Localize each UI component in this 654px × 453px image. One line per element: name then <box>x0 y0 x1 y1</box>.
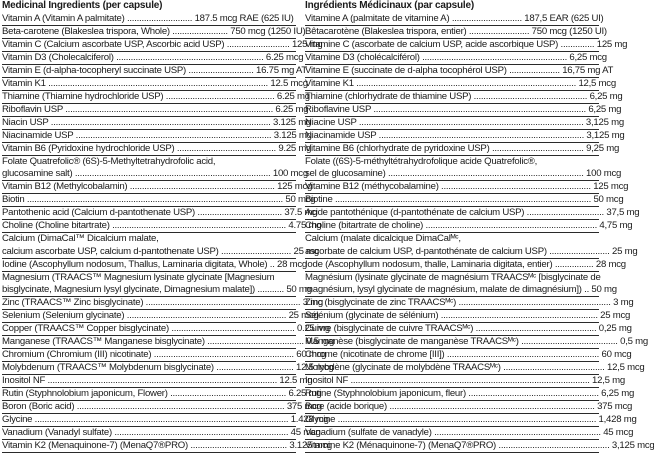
ingredient-row: Magnesium (TRAACS™ Magnesium lysinate glycinate [Magnesium <box>2 272 296 285</box>
ingredient-row: Thiamine (Thiamine hydrochloride USP) ............................................. 6.25 mg <box>2 91 296 104</box>
ingredient-row: Vanadium (sulfate de vanadyle) ..................................................................... 45 mcg <box>305 427 599 440</box>
ingredient-row: Glycine ........................................................................................................... 1,428 mg <box>305 414 599 427</box>
ingredient-row: Vitamin B12 (Methylcobalamin) ............................................................ 125 mcg <box>2 181 296 194</box>
ingredient-row: Acide pantothénique (d-pantothénate de calcium USP) ................................ 37,5 mg <box>305 207 599 220</box>
ingredient-row: Vitamin A (Vitamin A palmitate) ........................... 187.5 mcg RAE (625 IU) <box>2 13 296 26</box>
ingredient-row: Biotine .......................................................................................................... 50 mcg <box>305 194 599 207</box>
ingredient-row: Vitamin E (d-alpha-tocopheryl succinate USP) ........................... 16.75 mg AT <box>2 65 296 78</box>
ingredient-row: Folate ((6S)-5-méthyltétrahydrofolique acide Quatrefolic®, <box>305 156 599 169</box>
french-column <box>305 0 599 453</box>
ingredient-row: Calcium (DimaCal™ Dicalcium malate, <box>2 233 296 246</box>
ingredient-row: Riboflavin USP ...................................................................................... 6.25 mg <box>2 104 296 117</box>
ingredient-row: Vitamin D3 (Cholecalciferol) ............................................................. 6.25 mcg <box>2 52 296 65</box>
ingredient-row: Magnésium (lysinate glycinate de magnésium TRAACSᴹᶜ [bisglycinate de <box>305 272 599 285</box>
ingredient-row: Sélénium (glycinate de sélénium) ................................................................. 25 mcg <box>305 310 599 323</box>
ingredient-row: Iodine (Ascophyllum nodosum, Thallus, Laminaria digitata, Whole) .. 28 mcg <box>2 259 296 272</box>
ingredient-row: Calcium (malate dicalcique DimaCalᴹᶜ, <box>305 233 599 246</box>
ingredient-row: Niacine USP ............................................................................................. 3,125 mg <box>305 117 599 130</box>
ingredient-row: Rutin (Styphnolobium japonicum, Flower) ................................................ 6.25 mg <box>2 388 296 401</box>
ingredient-row: bisglycinate, Magnesium lysyl glycinate, Dimagnesium malate]) ........... 50 mg <box>2 284 296 297</box>
ingredient-row: Iode (Ascophyllum nodosum, thalle, Laminaria digitata, entier) ................ 28 mcg <box>305 259 599 272</box>
english-column <box>2 0 296 453</box>
ingredient-row: ascorbate de calcium USP, d-pantothénate de calcium USP) ......................... 25 mg <box>305 246 599 259</box>
ingredient-row: Glycine ......................................................................................................... 1.428 mg <box>2 414 296 427</box>
ingredient-row: Vitamin K2 (Menaquinone-7) (MenaQ7®PRO) ........................................ 3.125 mcg <box>2 440 296 453</box>
ingredient-row: magnésium, lysyl glycinate de magnésium, malate de dimagnésium]) .. 50 mg <box>305 284 599 297</box>
ingredient-row: Zinc (TRAACS™ Zinc bisglycinate) ................................................................ 3 mg <box>2 297 296 310</box>
ingredient-row: Inositol NF ................................................................................................... 12,5 mg <box>305 375 599 388</box>
ingredient-row: Riboflavine USP ........................................................................................ 6,25 mg <box>305 104 599 117</box>
ingredient-row: Niacin USP ........................................................................................... 3.125 mg <box>2 117 296 130</box>
ingredient-row: Manganèse (bisglycinate de manganèse TRAACSᴹᶜ) ........................................ 0,5 mg <box>305 336 599 349</box>
ingredient-row: Manganese (TRAACS™ Manganese bisglycinate) ........................................ 0.5 mg <box>2 336 296 349</box>
ingredient-row: Folate Quatrefolic® (6S)-5-Methyltetrahydrofolic acid, <box>2 156 296 169</box>
ingredient-row: Vitamine E (succinate de d-alpha tocophérol USP) ..................... 16,75 mg AT <box>305 65 599 78</box>
ingredient-row: Selenium (Selenium glycinate) .................................................................. 25 mcg <box>2 310 296 323</box>
ingredient-row: Biotin .......................................................................................................... 50 mcg <box>2 194 296 207</box>
ingredient-row: sel de glucosamine) ................................................................................. 100 mcg <box>305 168 599 181</box>
ingredient-row: Thiamine (chlorhydrate de thiamine USP) ............................................... 6,25 mg <box>305 91 599 104</box>
ingredient-row: Zinc (bisglycinate de zinc TRAACSᴹᶜ) ............................................................... 3 mg <box>305 297 599 310</box>
ingredient-row: Niacinamide USP ................................................................................. 3.125 mg <box>2 130 296 143</box>
ingredient-row: Vitamine B6 (chlorhydrate de pyridoxine USP) ...................................... 9,25 mg <box>305 143 599 156</box>
ingredient-row: Niacinamide USP ..................................................................................... 3,125 mg <box>305 130 599 143</box>
ingredient-row: Pantothenic acid (Calcium d-pantothenate USP) ................................... 37.5 mg <box>2 207 296 220</box>
ingredient-row: Molybdène (glycinate de molybdène TRAACSᴹᶜ) .......................................... 12,5 mcg <box>305 362 599 375</box>
ingredient-row: Rutine (Styphnolobium japonicum, fleur) ...................................................... 6,25 mg <box>305 388 599 401</box>
ingredient-row: Vitamin K1 ........................................................................................... 12.5 mcg <box>2 78 296 91</box>
ingredient-row: Inositol NF ............................................................................................... 12.5 mg <box>2 375 296 388</box>
french-heading: Ingrédients Médicinaux (par capsule) <box>305 0 599 13</box>
ingredient-row: Choline (Choline bitartrate) ........................................................................ 4.75 mg <box>2 220 296 233</box>
ingredient-row: Vitamine K2 (Ménaquinone-7) (MenaQ7®PRO) .............................................. 3,125 mcg <box>305 440 599 453</box>
ingredient-row: Molybdenum (TRAACS™ Molybdenum bisglycinate) ................................ 12.5 mcg <box>2 362 296 375</box>
ingredient-row: calcium ascorbate USP, calcium d-pantothenate USP) ............................. 25 mg <box>2 246 296 259</box>
ingredient-row: Vanadium (Vanadyl sulfate) ........................................................................ 45 mcg <box>2 427 296 440</box>
ingredient-row: Copper (TRAACS™ Copper bisglycinate) ................................................... 0.25 mg <box>2 323 296 336</box>
ingredient-row: glucosamine salt) ................................................................................. 100 mcg <box>2 168 296 181</box>
ingredient-row: Vitamin B6 (Pyridoxine hydrochloride USP) ......................................... 9.25 mg <box>2 143 296 156</box>
ingredient-row: Bêtacarotène (Blakeslea trispora, entier) ......................... 750 mcg (1250 UI) <box>305 26 599 39</box>
ingredient-row: Vitamine B12 (méthycobalamine) .............................................................. 125 mcg <box>305 181 599 194</box>
ingredient-row: Vitamine A (palmitate de vitamine A) ............................. 187,5 EAR (625 UI) <box>305 13 599 26</box>
french-ingredient-list <box>305 13 599 453</box>
ingredient-row: Choline (bitartrate de choline) ....................................................................... 4,75 mg <box>305 220 599 233</box>
ingredient-row: Beta-carotene (Blakeslea trispora, Whole) ....................... 750 mcg (1250 IU) <box>2 26 296 39</box>
ingredient-row: Vitamine K1 ........................................................................................... 12,5 mcg <box>305 78 599 91</box>
english-heading: Medicinal Ingredients (per capsule) <box>2 0 296 13</box>
ingredient-row: Chrome (nicotinate de chrome [III]) ............................................................... 60 mcg <box>305 349 599 362</box>
ingredient-row: Vitamin C (Calcium ascorbate USP, Ascorbic acid USP) .......................... 125 mg <box>2 39 296 52</box>
ingredient-row: Vitamine D3 (cholécalciférol) ............................................................ 6,25 mcg <box>305 52 599 65</box>
english-ingredient-list <box>2 13 296 453</box>
ingredient-row: Cuivre (bisglycinate de cuivre TRAACSᴹᶜ) .................................................. 0,25 mg <box>305 323 599 336</box>
ingredient-row: Bore (acide borique) ..................................................................................... 375 mcg <box>305 401 599 414</box>
ingredient-row: Chromium (Chromium (III) nicotinate) .......................................................... 60 mcg <box>2 349 296 362</box>
ingredient-row: Vitamine C (ascorbate de calcium USP, acide ascorbique USP) .............. 125 mg <box>305 39 599 52</box>
ingredient-row: Boron (Boric acid) ...................................................................................... 375 mcg <box>2 401 296 414</box>
